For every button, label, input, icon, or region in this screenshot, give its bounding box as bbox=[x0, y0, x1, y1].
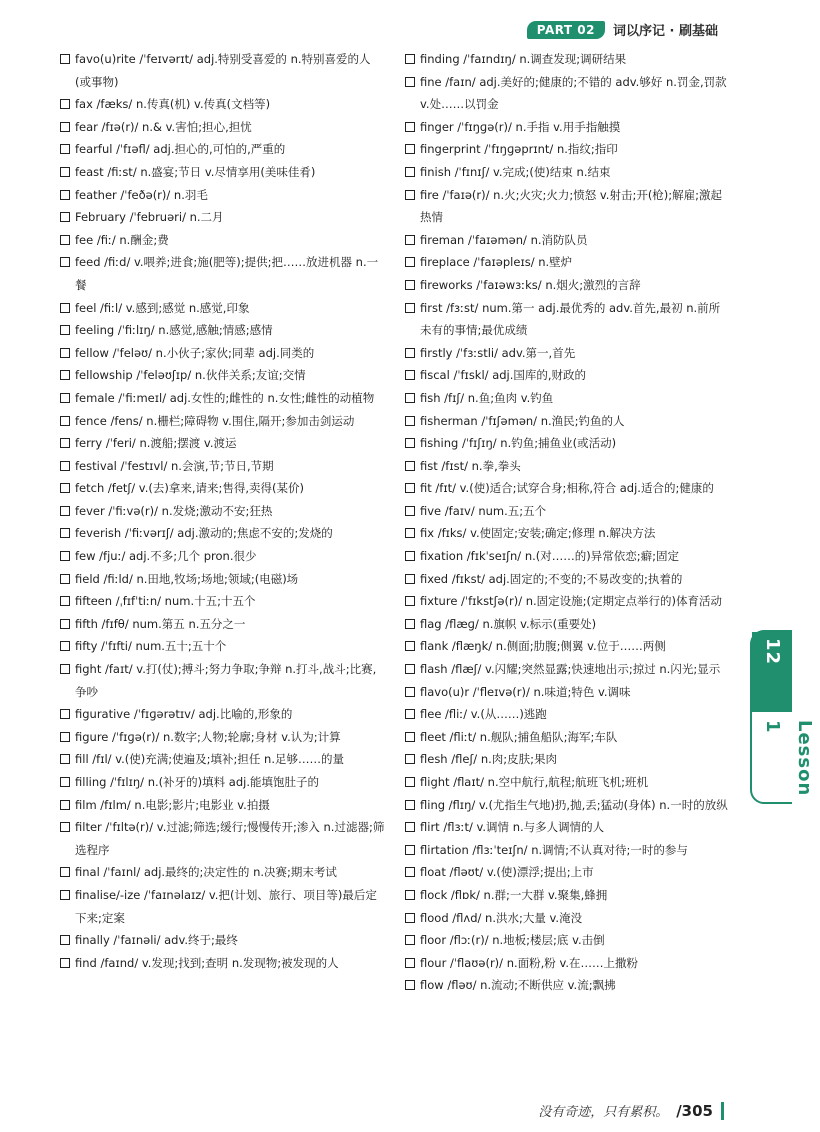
checkbox-icon[interactable] bbox=[405, 913, 415, 923]
checkbox-icon[interactable] bbox=[405, 958, 415, 968]
checkbox-icon[interactable] bbox=[405, 54, 415, 64]
vocab-entry-text: float /fləʊt/ v.(使)漂浮;提出;上市 bbox=[420, 865, 594, 880]
checkbox-icon[interactable] bbox=[405, 461, 415, 471]
checkbox-icon[interactable] bbox=[405, 348, 415, 358]
page-number: /305 bbox=[676, 1101, 713, 1120]
checkbox-icon[interactable] bbox=[60, 370, 70, 380]
checkbox-icon[interactable] bbox=[405, 664, 415, 674]
vocab-entry-text: fifth /fɪfθ/ num.第五 n.五分之一 bbox=[75, 616, 246, 631]
vocab-entry bbox=[60, 206, 385, 229]
vocab-entry-text: fetch /fetʃ/ v.(去)拿来,请来;售得,卖得(某价) bbox=[75, 481, 304, 496]
vocab-entry-text: fit /fɪt/ v.(使)适合;试穿合身;相称,符合 adj.适合的;健康的 bbox=[420, 481, 714, 496]
checkbox-icon[interactable] bbox=[405, 483, 415, 493]
vocab-entry-text: firstly /ˈfɜːstli/ adv.第一,首先 bbox=[420, 345, 576, 360]
vocab-entry-text: fear /fɪə(r)/ n.& v.害怕;担心,担忧 bbox=[75, 119, 252, 134]
vocab-entry bbox=[60, 929, 385, 952]
vocab-entry bbox=[405, 681, 730, 704]
checkbox-icon[interactable] bbox=[60, 935, 70, 945]
checkbox-icon[interactable] bbox=[405, 303, 415, 313]
vocab-entry-text: fixture /ˈfɪkstʃə(r)/ n.固定设施;(定期定点举行的)体育活动 bbox=[420, 594, 723, 609]
checkbox-icon[interactable] bbox=[60, 416, 70, 426]
vocab-entry bbox=[405, 229, 730, 252]
checkbox-icon[interactable] bbox=[405, 122, 415, 132]
vocab-entry-text: fearful /ˈfɪəfl/ adj.担心的,可怕的,严重的 bbox=[75, 142, 286, 157]
checkbox-icon[interactable] bbox=[405, 845, 415, 855]
page-number-bar bbox=[721, 1102, 724, 1120]
checkbox-icon[interactable] bbox=[405, 144, 415, 154]
checkbox-icon[interactable] bbox=[60, 528, 70, 538]
checkbox-icon[interactable] bbox=[60, 257, 70, 267]
vocab-entry bbox=[405, 861, 730, 884]
vocab-entry-text: ferry /ˈferi/ n.渡船;摆渡 v.渡运 bbox=[75, 436, 237, 451]
page-header bbox=[527, 20, 718, 39]
checkbox-icon[interactable] bbox=[60, 619, 70, 629]
vocab-entry bbox=[405, 138, 730, 161]
vocab-entry bbox=[405, 477, 730, 500]
checkbox-icon[interactable] bbox=[60, 958, 70, 968]
vocab-entry-text: feather /ˈfeðə(r)/ n.羽毛 bbox=[75, 187, 208, 202]
vocab-entry-text: fling /flɪŋ/ v.(尤指生气地)扔,抛,丢;猛动(身体) n.一时的放纵 bbox=[420, 797, 728, 812]
vocab-entry bbox=[405, 410, 730, 433]
vocab-entry bbox=[405, 455, 730, 478]
part-badge: PART 02 bbox=[527, 21, 605, 39]
checkbox-icon[interactable] bbox=[60, 867, 70, 877]
checkbox-icon[interactable] bbox=[405, 190, 415, 200]
checkbox-icon[interactable] bbox=[405, 641, 415, 651]
vocab-entry-text: flag /flæɡ/ n.旗帜 v.标示(重要处) bbox=[420, 616, 597, 631]
vocab-entry-text: fill /fɪl/ v.(使)充满;使遍及;填补;担任 n.足够……的量 bbox=[75, 752, 344, 767]
vocab-entry bbox=[405, 726, 730, 749]
vocab-entry-text: favo(u)rite /ˈfeɪvərɪt/ adj.特别受喜爱的 n.特别喜爱的人(或事物) bbox=[75, 52, 371, 89]
vocab-entry bbox=[60, 658, 385, 703]
vocab-entry-text: finalise/-ize /ˈfaɪnəlaɪz/ v.把(计划、旅行、项目等)最后定下来;定案 bbox=[75, 887, 377, 925]
left-column bbox=[60, 48, 385, 997]
vocab-entry-text: flee /fliː/ v.(从……)逃跑 bbox=[420, 707, 547, 722]
vocab-entry bbox=[60, 771, 385, 794]
vocab-entry bbox=[60, 432, 385, 455]
footer-motto: 没有奇迹，只有累积。 bbox=[538, 1105, 669, 1120]
vocab-entry-text: film /fɪlm/ n.电影;影片;电影业 v.拍摄 bbox=[75, 797, 270, 812]
checkbox-icon[interactable] bbox=[405, 754, 415, 764]
vocab-entry-text: fax /fæks/ n.传真(机) v.传真(文档等) bbox=[75, 97, 271, 112]
vocab-entry bbox=[60, 116, 385, 139]
series-title: 词以序记 · 刷基础 bbox=[613, 24, 718, 39]
vocab-entry bbox=[60, 48, 385, 93]
checkbox-icon[interactable] bbox=[405, 257, 415, 267]
unit-label-box bbox=[752, 632, 815, 712]
vocab-entry-text: flow /fləʊ/ n.流动;不断供应 v.流;飘拂 bbox=[420, 978, 616, 993]
vocab-entry-text: fish /fɪʃ/ n.鱼;鱼肉 v.钓鱼 bbox=[420, 390, 554, 405]
vocab-entry-text: flesh /fleʃ/ n.肉;皮肤;果肉 bbox=[420, 752, 558, 767]
vocab-entry-text: flight /flaɪt/ n.空中航行,航程;航班飞机;班机 bbox=[420, 775, 649, 789]
vocab-entry-text: flirt /flɜːt/ v.调情 n.与多人调情的人 bbox=[420, 820, 605, 835]
vocab-entry-text: flash /flæʃ/ v.闪耀;突然显露;快速地出示;掠过 n.闪光;显示 bbox=[420, 662, 721, 677]
checkbox-icon[interactable] bbox=[405, 800, 415, 810]
vocab-entry-text: feel /fiːl/ v.感到;感觉 n.感觉,印象 bbox=[75, 300, 250, 315]
vocab-entry-text: fellow /ˈfeləʊ/ n.小伙子;家伙;同辈 adj.同类的 bbox=[75, 345, 315, 360]
vocab-entry-text: fireplace /ˈfaɪəpleɪs/ n.壁炉 bbox=[420, 255, 573, 270]
vocab-entry-text: fireman /ˈfaɪəmən/ n.消防队员 bbox=[420, 232, 588, 247]
vocab-entry bbox=[405, 658, 730, 681]
checkbox-icon[interactable] bbox=[60, 800, 70, 810]
checkbox-icon[interactable] bbox=[60, 54, 70, 64]
checkbox-icon[interactable] bbox=[60, 890, 70, 900]
vocab-entry bbox=[405, 794, 730, 817]
checkbox-icon[interactable] bbox=[60, 144, 70, 154]
vocab-entry-text: figure /ˈfɪɡə(r)/ n.数字;人物;轮廓;身材 v.认为;计算 bbox=[75, 729, 341, 744]
vocab-entry bbox=[60, 500, 385, 523]
vocab-entry bbox=[60, 93, 385, 116]
checkbox-icon[interactable] bbox=[405, 867, 415, 877]
checkbox-icon[interactable] bbox=[60, 777, 70, 787]
vocab-entry bbox=[60, 726, 385, 749]
checkbox-icon[interactable] bbox=[405, 822, 415, 832]
checkbox-icon[interactable] bbox=[405, 506, 415, 516]
vocab-entry-text: fight /faɪt/ v.打(仗);搏斗;努力争取;争辩 n.打斗,战斗;比赛,争吵 bbox=[75, 662, 377, 699]
vocab-entry bbox=[60, 455, 385, 478]
vocab-entry-text: fireworks /ˈfaɪəwɜːks/ n.烟火;激烈的言辞 bbox=[420, 277, 641, 292]
vocab-entry bbox=[405, 703, 730, 726]
vocab-entry-text: floor /flɔː(r)/ n.地板;楼层;底 v.击倒 bbox=[420, 933, 605, 948]
vocab-entry bbox=[60, 410, 385, 433]
vocab-entry bbox=[405, 184, 730, 229]
checkbox-icon[interactable] bbox=[60, 506, 70, 516]
vocab-entry-text: fleet /fliːt/ n.舰队;捕鱼船队;海军;车队 bbox=[420, 729, 618, 744]
vocab-entry bbox=[60, 635, 385, 658]
vocab-entry-text: flirtation /flɜːˈteɪʃn/ n.调情;不认真对待;一时的参与 bbox=[420, 842, 688, 857]
vocab-entry bbox=[60, 297, 385, 320]
lesson-label: Lesson 1 bbox=[762, 720, 815, 797]
vocab-entry-text: finding /ˈfaɪndɪŋ/ n.调查发现;调研结果 bbox=[420, 52, 627, 66]
vocab-entry-text: flavo(u)r /ˈfleɪvə(r)/ n.味道;特色 v.调味 bbox=[420, 684, 631, 699]
vocab-entry bbox=[405, 116, 730, 139]
vocab-entry bbox=[60, 477, 385, 500]
vocab-entry-text: find /faɪnd/ v.发现;找到;查明 n.发现物;被发现的人 bbox=[75, 955, 339, 970]
checkbox-icon[interactable] bbox=[60, 303, 70, 313]
checkbox-icon[interactable] bbox=[405, 777, 415, 787]
checkbox-icon[interactable] bbox=[60, 641, 70, 651]
vocab-entry-text: field /fiːld/ n.田地,牧场;场地;领域;(电磁)场 bbox=[75, 571, 299, 586]
vocab-entry-text: feast /fiːst/ n.盛宴;节日 v.尽情享用(美味佳肴) bbox=[75, 164, 316, 179]
vocab-entry-text: filling /ˈfɪlɪŋ/ n.(补牙的)填料 adj.能填饱肚子的 bbox=[75, 775, 319, 789]
vocab-entry-text: five /faɪv/ num.五;五个 bbox=[420, 503, 547, 518]
checkbox-icon[interactable] bbox=[60, 393, 70, 403]
vocab-entry-text: fixation /fɪkˈseɪʃn/ n.(对……的)异常依恋;癖;固定 bbox=[420, 549, 679, 564]
vocab-entry bbox=[60, 816, 385, 861]
vocab-entry-text: filter /ˈfɪltə(r)/ v.过滤;筛选;缓行;慢慢传开;渗入 n.过滤器;筛选程序 bbox=[75, 820, 385, 857]
page-footer bbox=[538, 1101, 724, 1120]
vocab-entry-text: fisherman /ˈfɪʃəmən/ n.渔民;钓鱼的人 bbox=[420, 413, 625, 428]
vocab-entry-text: fist /fɪst/ n.拳,拳头 bbox=[420, 458, 521, 473]
vocab-entry-text: fifty /ˈfɪfti/ num.五十;五十个 bbox=[75, 639, 227, 654]
vocab-entry bbox=[60, 364, 385, 387]
vocab-entry-text: fever /ˈfiːvə(r)/ n.发烧;激动不安;狂热 bbox=[75, 503, 273, 518]
vocab-entry bbox=[60, 703, 385, 726]
vocab-entry-text: finish /ˈfɪnɪʃ/ v.完成;(使)结束 n.结束 bbox=[420, 164, 611, 179]
vocab-entry bbox=[405, 387, 730, 410]
vocab-entry bbox=[405, 748, 730, 771]
vocab-entry-text: flock /flɒk/ n.群;一大群 v.聚集,蜂拥 bbox=[420, 887, 608, 902]
vocabulary-columns bbox=[60, 48, 730, 997]
vocab-entry-text: few /fjuː/ adj.不多;几个 pron.很少 bbox=[75, 549, 257, 564]
checkbox-icon[interactable] bbox=[60, 754, 70, 764]
vocab-entry bbox=[60, 794, 385, 817]
vocab-entry bbox=[405, 590, 730, 613]
checkbox-icon[interactable] bbox=[405, 167, 415, 177]
vocab-entry bbox=[405, 274, 730, 297]
checkbox-icon[interactable] bbox=[60, 822, 70, 832]
vocab-entry-text: fix /fɪks/ v.使固定;安装;确定;修理 n.解决方法 bbox=[420, 526, 656, 541]
vocab-entry bbox=[405, 522, 730, 545]
vocab-entry bbox=[405, 251, 730, 274]
checkbox-icon[interactable] bbox=[405, 619, 415, 629]
vocab-entry-text: fixed /fɪkst/ adj.固定的;不变的;不易改变的;执着的 bbox=[420, 571, 683, 586]
right-column bbox=[405, 48, 730, 997]
vocab-entry-text: fiscal /ˈfɪskl/ adj.国库的,财政的 bbox=[420, 368, 587, 383]
vocab-entry-text: fingerprint /ˈfɪŋɡəprɪnt/ n.指纹;指印 bbox=[420, 142, 618, 157]
checkbox-icon[interactable] bbox=[405, 551, 415, 561]
checkbox-icon[interactable] bbox=[405, 980, 415, 990]
checkbox-icon[interactable] bbox=[60, 732, 70, 742]
checkbox-icon[interactable] bbox=[60, 438, 70, 448]
vocab-entry bbox=[60, 138, 385, 161]
vocab-entry bbox=[60, 342, 385, 365]
vocab-entry-text: feed /fiːd/ v.喂养;进食;施(肥等);提供;把……放进机器 n.一餐 bbox=[75, 255, 379, 292]
vocab-entry-text: final /ˈfaɪnl/ adj.最终的;决定性的 n.决赛;期末考试 bbox=[75, 865, 337, 880]
vocab-entry-text: fellowship /ˈfeləʊʃɪp/ n.伙伴关系;友谊;交情 bbox=[75, 368, 306, 383]
vocab-entry bbox=[405, 71, 730, 116]
checkbox-icon[interactable] bbox=[60, 122, 70, 132]
checkbox-icon[interactable] bbox=[405, 370, 415, 380]
vocab-entry bbox=[405, 839, 730, 862]
checkbox-icon[interactable] bbox=[60, 167, 70, 177]
vocab-entry bbox=[405, 884, 730, 907]
unit-lesson-tab bbox=[750, 630, 815, 804]
vocab-entry bbox=[405, 432, 730, 455]
checkbox-icon[interactable] bbox=[60, 483, 70, 493]
vocab-entry-text: female /ˈfiːmeɪl/ adj.女性的;雌性的 n.女性;雌性的动植物 bbox=[75, 390, 375, 405]
vocab-entry bbox=[405, 500, 730, 523]
vocab-entry bbox=[60, 884, 385, 929]
checkbox-icon[interactable] bbox=[405, 732, 415, 742]
checkbox-icon[interactable] bbox=[405, 574, 415, 584]
vocab-entry bbox=[60, 184, 385, 207]
vocab-entry-text: flood /flʌd/ n.洪水;大量 v.淹没 bbox=[420, 910, 583, 925]
vocab-entry bbox=[405, 297, 730, 342]
vocab-entry bbox=[60, 590, 385, 613]
checkbox-icon[interactable] bbox=[405, 709, 415, 719]
vocab-entry bbox=[60, 161, 385, 184]
unit-label: Unit 12 bbox=[762, 638, 815, 685]
checkbox-icon[interactable] bbox=[405, 596, 415, 606]
checkbox-icon[interactable] bbox=[60, 664, 70, 674]
checkbox-icon[interactable] bbox=[60, 190, 70, 200]
checkbox-icon[interactable] bbox=[60, 574, 70, 584]
vocab-entry-text: flank /flæŋk/ n.侧面;肋腹;侧翼 v.位于……两侧 bbox=[420, 639, 666, 654]
vocab-entry-text: festival /ˈfestɪvl/ n.会演,节;节日,节期 bbox=[75, 458, 274, 473]
vocab-entry bbox=[60, 229, 385, 252]
vocab-entry bbox=[405, 364, 730, 387]
vocab-entry-text: fine /faɪn/ adj.美好的;健康的;不错的 adv.够好 n.罚金,罚款 v.处……以罚金 bbox=[420, 74, 727, 112]
checkbox-icon[interactable] bbox=[60, 325, 70, 335]
checkbox-icon[interactable] bbox=[405, 687, 415, 697]
checkbox-icon[interactable] bbox=[60, 99, 70, 109]
vocab-entry bbox=[405, 974, 730, 997]
checkbox-icon[interactable] bbox=[405, 890, 415, 900]
vocab-entry bbox=[60, 522, 385, 545]
vocab-entry bbox=[60, 568, 385, 591]
checkbox-icon[interactable] bbox=[60, 596, 70, 606]
checkbox-icon[interactable] bbox=[60, 235, 70, 245]
vocab-entry-text: feeling /ˈfiːlɪŋ/ n.感觉,感触;情感;感情 bbox=[75, 323, 273, 338]
vocab-entry-text: figurative /ˈfɪɡərətɪv/ adj.比喻的,形象的 bbox=[75, 707, 293, 722]
vocab-entry bbox=[405, 161, 730, 184]
vocab-entry bbox=[405, 342, 730, 365]
vocab-entry-text: finally /ˈfaɪnəli/ adv.终于;最终 bbox=[75, 933, 238, 948]
vocab-entry bbox=[405, 929, 730, 952]
vocab-entry bbox=[405, 771, 730, 794]
checkbox-icon[interactable] bbox=[60, 212, 70, 222]
vocab-entry bbox=[60, 545, 385, 568]
checkbox-icon[interactable] bbox=[405, 280, 415, 290]
vocab-entry-text: fee /fiː/ n.酬金;费 bbox=[75, 232, 169, 247]
checkbox-icon[interactable] bbox=[405, 935, 415, 945]
vocab-entry bbox=[405, 635, 730, 658]
vocab-entry bbox=[405, 816, 730, 839]
vocab-entry-text: fire /ˈfaɪə(r)/ n.火;火灾;火力;愤怒 v.射击;开(枪);解雇;激起热情 bbox=[420, 187, 723, 225]
vocab-entry-text: fence /fens/ n.栅栏;障碍物 v.围住,隔开;参加击剑运动 bbox=[75, 413, 355, 428]
checkbox-icon[interactable] bbox=[60, 551, 70, 561]
vocab-entry bbox=[60, 861, 385, 884]
vocab-entry bbox=[405, 952, 730, 975]
checkbox-icon[interactable] bbox=[405, 528, 415, 538]
vocab-entry bbox=[60, 613, 385, 636]
vocab-entry bbox=[405, 568, 730, 591]
vocab-entry bbox=[405, 907, 730, 930]
vocab-entry-text: fifteen /ˌfɪfˈtiːn/ num.十五;十五个 bbox=[75, 594, 256, 609]
vocab-entry bbox=[405, 613, 730, 636]
vocab-entry bbox=[60, 319, 385, 342]
vocab-entry bbox=[60, 251, 385, 296]
checkbox-icon[interactable] bbox=[60, 709, 70, 719]
vocab-entry-text: flour /ˈflaʊə(r)/ n.面粉,粉 v.在……上撒粉 bbox=[420, 955, 639, 970]
vocab-entry bbox=[405, 545, 730, 568]
vocab-entry bbox=[60, 748, 385, 771]
checkbox-icon[interactable] bbox=[405, 393, 415, 403]
vocab-entry bbox=[405, 48, 730, 71]
checkbox-icon[interactable] bbox=[405, 235, 415, 245]
checkbox-icon[interactable] bbox=[60, 461, 70, 471]
vocab-entry-text: February /ˈfebruəri/ n.二月 bbox=[75, 210, 224, 225]
vocab-entry bbox=[60, 952, 385, 975]
checkbox-icon[interactable] bbox=[405, 416, 415, 426]
checkbox-icon[interactable] bbox=[405, 77, 415, 87]
vocab-entry-text: finger /ˈfɪŋɡə(r)/ n.手指 v.用手指触摸 bbox=[420, 119, 621, 134]
vocab-entry-text: first /fɜːst/ num.第一 adj.最优秀的 adv.首先,最初 n.前所未有的事情;最优成绩 bbox=[420, 300, 721, 338]
vocab-entry-text: fishing /ˈfɪʃɪŋ/ n.钓鱼;捕鱼业(或活动) bbox=[420, 436, 617, 451]
vocab-entry bbox=[60, 387, 385, 410]
vocab-entry-text: feverish /ˈfiːvərɪʃ/ adj.激动的;焦虑不安的;发烧的 bbox=[75, 526, 333, 541]
checkbox-icon[interactable] bbox=[60, 348, 70, 358]
checkbox-icon[interactable] bbox=[405, 438, 415, 448]
